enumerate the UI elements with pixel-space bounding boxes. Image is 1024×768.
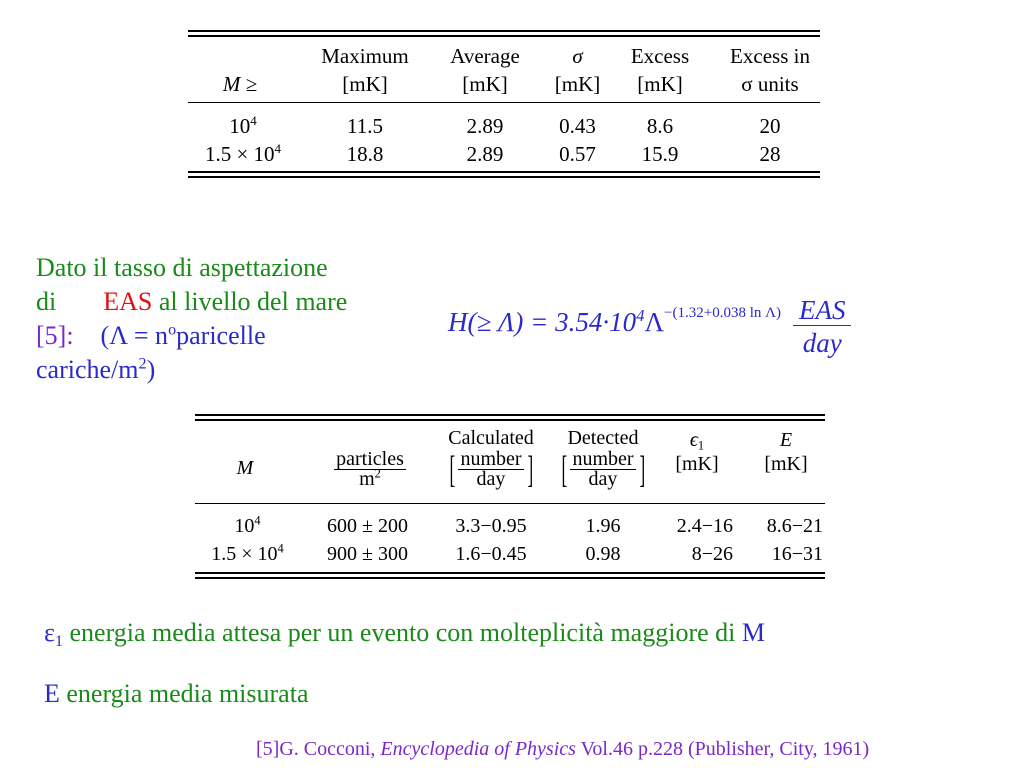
table1-header-excess-sigma: Excess in σ units	[730, 44, 810, 96]
table1-header-average: Average [mK]	[450, 44, 520, 96]
table-row: $1.5 \times 10^4$ 900 ± 300 1.6−0.45 0.98 8−26 16−31	[211, 541, 823, 565]
table1-bottom-rule	[188, 171, 820, 173]
rate-formula: $H(\ge \Lambda) = 3.54\cdot 10^4\Lambda^{-(1.32+0.038 ln \Lambda)}$ $\frac{\text{EAS}}{\text{day}}$	[448, 282, 851, 362]
table2-header-detected: Detected [ $\frac{\text{number}}{\text{day}}$ ]	[561, 427, 645, 491]
table2-header-calculated: Calculated [ $\frac{\text{number}}{\text{day}}$ ]	[448, 427, 534, 491]
table2-top-rule	[195, 414, 825, 416]
note-eps: $\varepsilon_1$ energia media attesa per un evento con molteplicità maggiore di M	[44, 618, 765, 650]
intro-text: Dato il tasso di aspettazione di EAS al livello del mare [5]: ($\Lambda = n^oparicelle$ cariche/$m^2$)	[36, 253, 348, 384]
table1-bottom-rule-2	[188, 176, 820, 178]
table2-header-m: M	[236, 457, 254, 479]
table-row: $10^4$ 11.5 2.89 0.43 8.6 20	[229, 113, 781, 138]
table2-header-eps: $\epsilon_1$ [mK]	[675, 429, 719, 475]
table1-header-sigma: σ [mK]	[554, 44, 601, 96]
table-row: $10^4$ 600 ± 200 3.3−0.95 1.96 2.4−16 8.6−21	[234, 513, 823, 537]
table2-header-particles: $\frac{\text{particles}}{m^2}$	[336, 448, 404, 490]
eas-highlight: EAS	[103, 287, 153, 316]
table2-mid-rule	[195, 503, 825, 504]
reference-5: [5]:	[36, 321, 74, 350]
table1-header-excess: Excess [mK]	[630, 44, 690, 96]
table2-header-e: E [mK]	[764, 429, 808, 475]
table1-header-m: M ≥	[222, 72, 258, 96]
table1-top-rule-2	[188, 35, 820, 37]
eas-per-day-fraction: $\frac{\text{EAS}}{\text{day}}$	[793, 295, 852, 360]
table1-top-rule	[188, 30, 820, 32]
table2-bottom-rule	[195, 572, 825, 574]
table-row: $1.5 \times 10^4$ 18.8 2.89 0.57 15.9 28	[204, 141, 781, 166]
table1-mid-rule	[188, 102, 820, 103]
table2-bottom-rule-2	[195, 577, 825, 579]
citation: [5]G. Cocconi, Encyclopedia of Physics Vol.46 p.228 (Publisher, City, 1961)	[256, 738, 870, 760]
note-e: E energia media misurata	[44, 679, 309, 708]
table2-top-rule-2	[195, 419, 825, 421]
table1-header-maximum: Maximum [mK]	[321, 44, 409, 96]
